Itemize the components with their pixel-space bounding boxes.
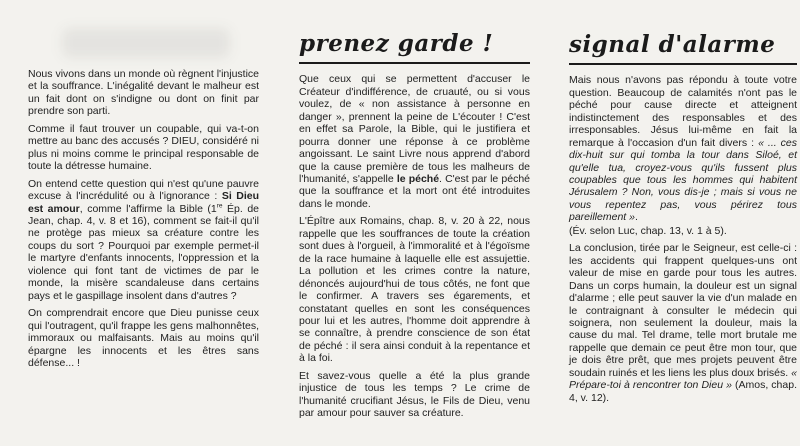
- signal-alarme-text: [569, 74, 797, 404]
- text-segment: Si Dieu est amour: [28, 190, 260, 215]
- paragraph: [569, 74, 797, 223]
- text-segment: L'Épître aux Romains, chap. 8, v. 20 à 22, nous rappelle que les souffrances de toute la création sont dues à l'orgueil, à l'immoralité et à l'égoïsme de la race humaine à laquelle elle est assujettie. La pollution et les crimes contre la nature, dénoncés aujourd'hui de tous côtés, ne font que le confirmer. A travers ses égarements, et constatant quelles en sont les conséquences pour lui et les autres, l'homme doit apprendre à se connaître, à prendre conscience de son état de péché : il sera ainsi conduit à la repentance et à la foi.: [299, 215, 530, 365]
- paragraph: [569, 242, 797, 404]
- paragraph: [28, 178, 259, 303]
- text-segment: re: [216, 202, 223, 210]
- text-segment: (Év. selon Luc, chap. 13, v. 1 à 5).: [569, 224, 727, 237]
- text-segment: Comme il faut trouver un coupable, qui va-t-on mettre au banc des accusés ? DIEU, considéré ni plus ni moins comme le principal responsable de toute la détresse humaine.: [28, 122, 259, 173]
- column-signal-alarme: [569, 33, 797, 409]
- paragraph: [28, 307, 259, 369]
- paragraph: [28, 68, 259, 118]
- text-segment: Mais nous n'avons pas répondu à toute votre question. Beaucoup de calamités n'ont pas le péché pour cause directe et atteignent indistinctement des responsables et des irresponsables. Jésus lui-même en fait la remarque à l'occasion d'un fait divers :: [569, 74, 797, 149]
- text-segment: Ép. de Jean, chap. 4, v. 8 et 16), comment se fait-il qu'il ne protège pas mieux sa créature contre les coups du sort ? Pourquoi par exemple permet-il le martyre d'enfants innocents, l'oppression et la violence qui font tant de victimes de par le monde, la misère scandaleuse dans certains pays et le gaspillage insolent dans d'autres ?: [28, 202, 260, 302]
- paragraph: [299, 370, 530, 420]
- text-segment: . C'est par le péché que la souffrance et la mort ont été introduites dans le monde.: [299, 173, 530, 210]
- headline-signal-alarme: signal d'alarme: [569, 31, 776, 58]
- paragraph: [569, 225, 797, 237]
- text-segment: .: [634, 211, 638, 224]
- headline-rule: [569, 63, 797, 65]
- text-segment: (Amos, chap. 4, v. 12).: [569, 379, 797, 404]
- text-segment: Et savez-vous quelle a été la plus grande injustice de tous les temps ? Le crime de l'humanité crucifiant Jésus, le Fils de Dieu, venu par amour pour sauver sa créature.: [299, 369, 530, 420]
- column-prenez-garde: [299, 32, 530, 425]
- intro-text: [28, 68, 259, 369]
- headline-rule: [299, 62, 530, 64]
- text-segment: « Prépare-toi à rencontrer ton Dieu »: [569, 366, 797, 392]
- paragraph: [28, 123, 259, 173]
- text-segment: « ... ces dix-huit sur qui tomba la tour dans Siloé, et qu'elle tua, croyez-vous qu'ils fussent plus coupables que tous les hommes qui habitent Jérusalem ? Non, vous dis-je ; mais si vous ne vous repentez pas, vous périrez tous pareillement »: [569, 136, 798, 224]
- column-intro: [28, 68, 259, 374]
- paragraph: [299, 73, 530, 210]
- text-segment: Nous vivons dans un monde où règnent l'injustice et la souffrance. L'inégalité devant le malheur est un fait dont on s'indigne ou dont on finit par prendre son parti.: [28, 68, 259, 118]
- text-segment: On entend cette question qui n'est qu'une pauvre excuse à l'incrédulité ou à l'ignorance :: [28, 177, 259, 203]
- paper-showthrough-top: [62, 28, 230, 58]
- text-segment: le péché: [396, 173, 440, 186]
- prenez-garde-text: [299, 73, 530, 419]
- text-segment: Que ceux qui se permettent d'accuser le Créateur d'indifférence, de cruauté, ou si vous voulez, de « non assistance à personne en danger », prennent la peine de L'écouter ! C'est en effet sa Parole, la Bible, qui le justifiera et pourra donner une réponse à ce problème angoissant. Le saint Livre nous apprend d'abord que la cause première de tous les malheurs de l'humanité, s'appelle: [299, 73, 530, 186]
- text-segment: On comprendrait encore que Dieu punisse ceux qui l'outragent, qu'il frappe les gens malhonnêtes, immoraux ou malfaisants. Mais au moins qu'il épargne les innocents et les êtres sans défense... !: [28, 307, 259, 369]
- paragraph: [299, 215, 530, 364]
- text-segment: La conclusion, tirée par le Seigneur, est celle-ci : les accidents qui frappent quelques-uns ont valeur de mise en garde pour tous les autres. Dans un corps humain, la douleur est un signal d'alarme ; elle peut sauver la vie d'un malade en le contraignant à consulter le médecin qui soignera, non seulement la douleur, mais la cause du mal. Tel drame, telle mort brutale me rappelle que demain ce peut être mon tour, que je dois être prêt, que mes projets peuvent être soudain ruinés et les liens les plus doux brisés.: [569, 242, 797, 379]
- text-segment: , comme l'affirme la Bible (1: [79, 202, 217, 215]
- headline-prenez-garde: prenez garde !: [299, 30, 494, 57]
